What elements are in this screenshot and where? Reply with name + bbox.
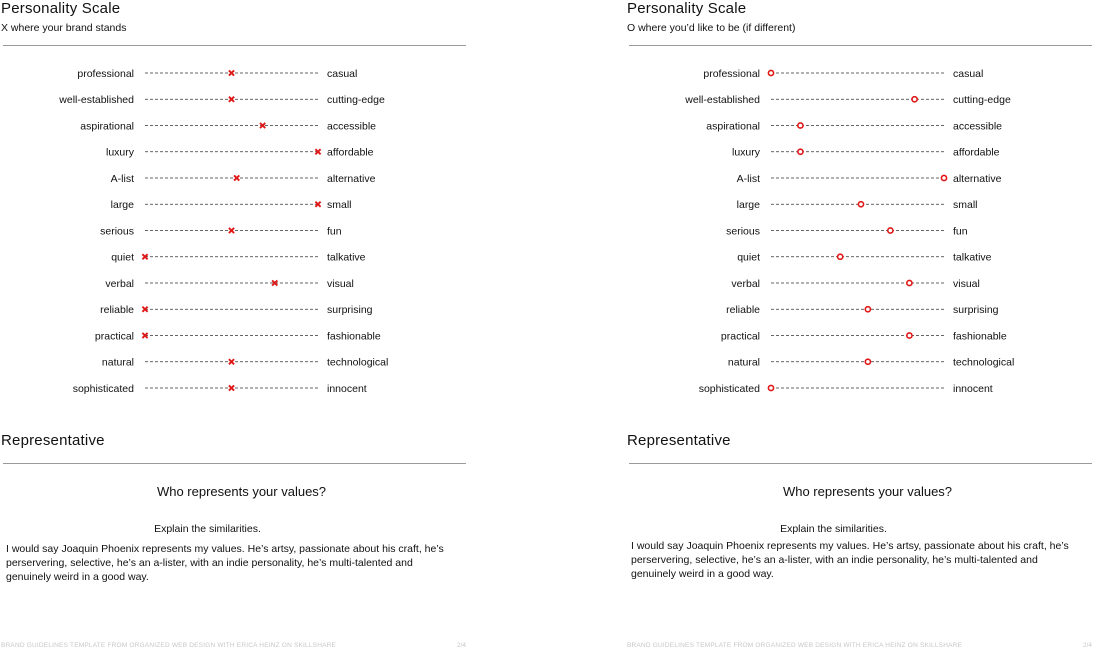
scale-left-label: large bbox=[110, 199, 134, 212]
scale-right-label: casual bbox=[327, 67, 358, 80]
scale-right-label: fashionable bbox=[953, 330, 1007, 343]
left-panel bbox=[0, 0, 470, 652]
scale-marker-o bbox=[941, 175, 946, 180]
scale-right-label: cutting-edge bbox=[327, 94, 385, 107]
scale-right-label: accessible bbox=[327, 120, 377, 133]
scale-marker-o bbox=[912, 97, 917, 102]
scale-right-label: accessible bbox=[953, 120, 1003, 133]
scale-right-label: affordable bbox=[327, 146, 374, 159]
scale-left-label: practical bbox=[720, 330, 760, 343]
personality-scale-subtitle: X where your brand stands bbox=[1, 22, 127, 34]
scale-marker-x bbox=[234, 175, 239, 180]
representative-explain-label: Explain the similarities. bbox=[154, 523, 261, 535]
scale-left-label: quiet bbox=[111, 251, 134, 264]
scale-right-label: talkative bbox=[327, 251, 366, 264]
personality-scale-title: Personality Scale bbox=[1, 0, 121, 17]
representative-explain-label: Explain the similarities. bbox=[780, 523, 887, 535]
scale-marker-o bbox=[858, 202, 863, 207]
scale-right-label: surprising bbox=[327, 304, 373, 317]
representative-question: Who represents your values? bbox=[156, 484, 327, 499]
section-divider bbox=[3, 45, 466, 46]
personality-scale-subtitle: O where you’d like to be (if different) bbox=[627, 22, 796, 34]
scale-marker-x bbox=[229, 70, 234, 75]
right-panel bbox=[626, 0, 1096, 652]
scale-marker-o bbox=[888, 228, 893, 233]
scale-left-label: luxury bbox=[105, 146, 134, 159]
page-number: 2/4 bbox=[457, 642, 467, 649]
scale-right-label: alternative bbox=[953, 172, 1002, 185]
scale-right-label: fashionable bbox=[327, 330, 381, 343]
representative-title: Representative bbox=[1, 432, 105, 449]
personality-scale-title: Personality Scale bbox=[627, 0, 747, 17]
scale-marker-o bbox=[865, 307, 870, 312]
scale-left-label: sophisticated bbox=[698, 382, 760, 395]
footer-credit: BRAND GUIDELINES TEMPLATE FROM ORGANIZED WEB DESIGN WITH ERICA HEINZ ON SKILLSHARE bbox=[627, 642, 963, 649]
scale-left-label: sophisticated bbox=[72, 382, 134, 395]
scale-marker-x bbox=[229, 385, 234, 390]
scale-left-label: aspirational bbox=[706, 120, 760, 133]
scale-right-label: small bbox=[953, 199, 978, 212]
scale-marker-o bbox=[798, 149, 803, 154]
scale-left-label: verbal bbox=[731, 277, 760, 290]
scale-right-label: alternative bbox=[327, 172, 376, 185]
representative-question: Who represents your values? bbox=[782, 484, 953, 499]
scale-left-label: aspirational bbox=[80, 120, 134, 133]
representative-answer: I would say Joaquin Phoenix represents my values. He’s artsy, passionate about his craft, he’s perservering, selective, he’s an a-lister, with an indie personality, he’s multi-talented and genuinely weird in a good way. bbox=[6, 543, 444, 583]
scale-left-label: reliable bbox=[100, 304, 134, 317]
scale-right-label: fun bbox=[327, 225, 342, 238]
scale-left-label: serious bbox=[100, 225, 134, 238]
scale-left-label: practical bbox=[94, 330, 134, 343]
scale-right-label: surprising bbox=[953, 304, 999, 317]
scale-marker-o bbox=[768, 385, 773, 390]
representative-answer: I would say Joaquin Phoenix represents my values. He’s artsy, passionate about his craft, he’s perservering, selective, he’s an a-lister, with an indie personality, he’s multi-talented and genuinely weird in a good way. bbox=[631, 540, 1069, 580]
scale-right-label: visual bbox=[953, 277, 980, 290]
scale-marker-o bbox=[907, 333, 912, 338]
scale-right-label: fun bbox=[953, 225, 968, 238]
scale-right-label: visual bbox=[327, 277, 354, 290]
scale-marker-o bbox=[838, 254, 843, 259]
scale-right-label: small bbox=[327, 199, 352, 212]
section-divider bbox=[3, 463, 466, 464]
scale-left-label: A-list bbox=[110, 172, 134, 185]
scale-right-label: innocent bbox=[953, 382, 993, 395]
scale-right-label: affordable bbox=[953, 146, 1000, 159]
scale-left-label: luxury bbox=[731, 146, 760, 159]
scale-right-label: technological bbox=[327, 356, 389, 369]
scale-right-label: casual bbox=[953, 67, 984, 80]
scale-marker-x bbox=[229, 359, 234, 364]
scale-right-label: talkative bbox=[953, 251, 992, 264]
scale-left-label: serious bbox=[726, 225, 760, 238]
scale-left-label: large bbox=[736, 199, 760, 212]
scale-marker-o bbox=[798, 123, 803, 128]
scale-left-label: verbal bbox=[105, 277, 134, 290]
personality-scale-chart bbox=[0, 60, 470, 400]
scale-right-label: technological bbox=[953, 356, 1015, 369]
scale-left-label: professional bbox=[77, 67, 134, 80]
footer-credit: BRAND GUIDELINES TEMPLATE FROM ORGANIZED WEB DESIGN WITH ERICA HEINZ ON SKILLSHARE bbox=[1, 642, 337, 649]
section-divider bbox=[629, 45, 1092, 46]
personality-scale-chart bbox=[626, 60, 1096, 400]
scale-left-label: natural bbox=[727, 356, 760, 369]
scale-marker-x bbox=[229, 97, 234, 102]
scale-marker-o bbox=[865, 359, 870, 364]
scale-left-label: reliable bbox=[726, 304, 760, 317]
scale-marker-o bbox=[907, 280, 912, 285]
scale-left-label: natural bbox=[101, 356, 134, 369]
scale-left-label: well-established bbox=[685, 94, 760, 107]
section-divider bbox=[629, 463, 1092, 464]
representative-title: Representative bbox=[627, 432, 731, 449]
scale-marker-o bbox=[768, 70, 773, 75]
scale-left-label: quiet bbox=[737, 251, 760, 264]
page-number: 2/4 bbox=[1083, 642, 1093, 649]
scale-marker-x bbox=[229, 228, 234, 233]
scale-right-label: cutting-edge bbox=[953, 94, 1011, 107]
scale-left-label: professional bbox=[703, 67, 760, 80]
scale-left-label: A-list bbox=[736, 172, 760, 185]
scale-right-label: innocent bbox=[327, 382, 367, 395]
scale-left-label: well-established bbox=[59, 94, 134, 107]
